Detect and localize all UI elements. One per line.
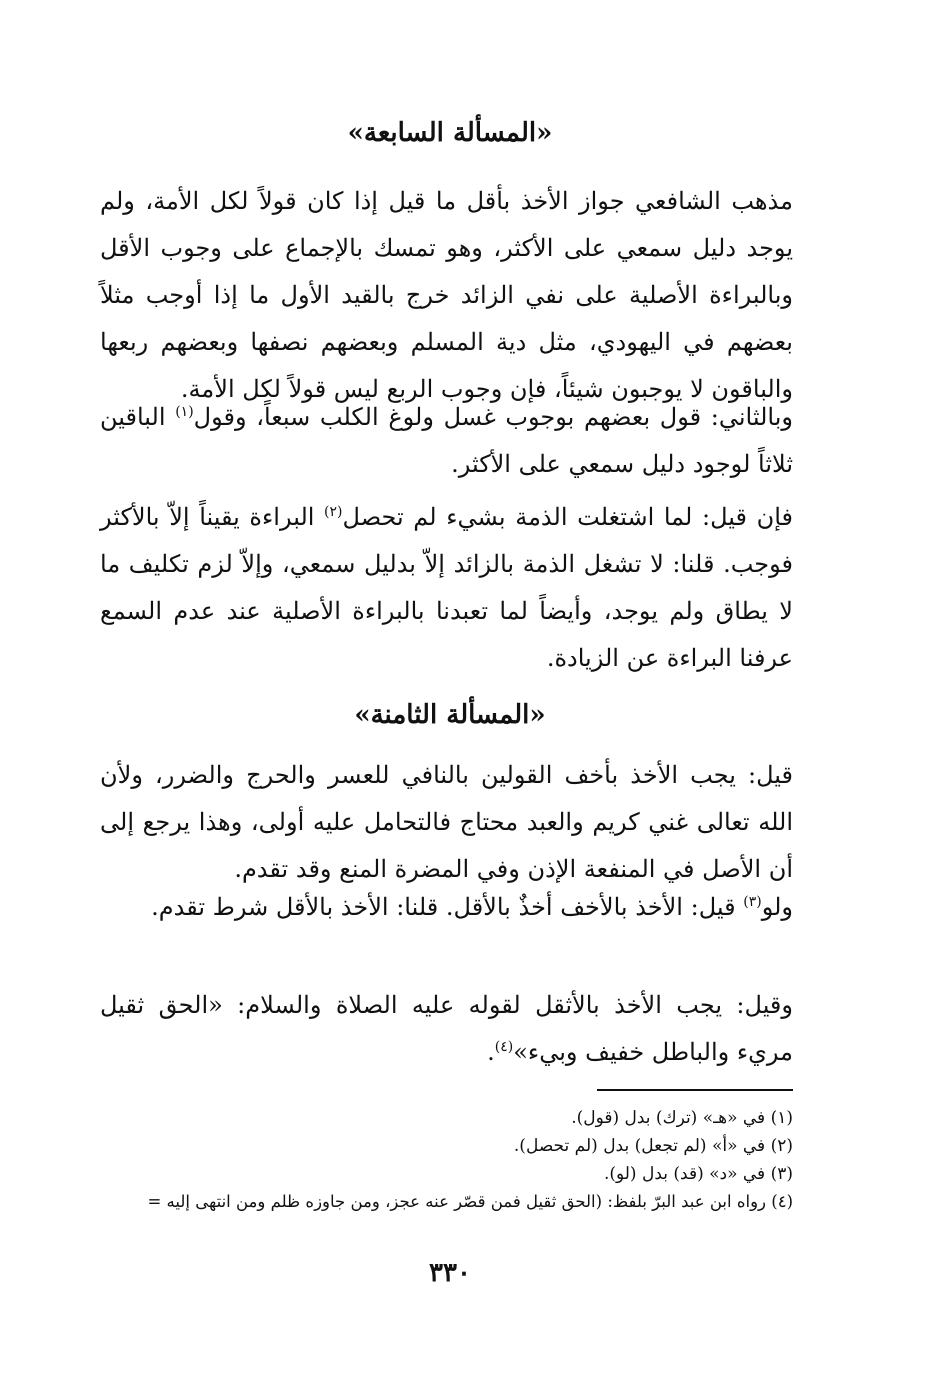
- paragraph: [100, 394, 793, 488]
- paragraph-text: قيل: الأخذ بالأخف أخذٌ بالأقل. قلنا: الأخذ بالأقل شرط تقدم.: [151, 893, 744, 921]
- footnote: (٤) رواه ابن عبد البرّ بلفظ: (الحق ثقيل فمن قصّر عنه عجز، ومن جاوزه ظلم ومن انتهى إليه =: [147, 1192, 793, 1211]
- footnote-ref: (٣): [743, 894, 762, 910]
- footnote-ref: (٤): [494, 1039, 514, 1055]
- paragraph-text: فإن قيل: لما اشتغلت الذمة بشيء لم تحصل: [342, 503, 793, 531]
- footnote: (٢) في «أ» (لم تجعل) بدل (لم تحصل).: [513, 1136, 793, 1156]
- page-number: ٣٣٠: [429, 1258, 471, 1288]
- paragraph: [100, 884, 793, 931]
- paragraph-text: الباقين ثلاثاً لوجود دليل سمعي على الأكثر.: [100, 403, 793, 478]
- paragraph-text: وبالثاني: قول بعضهم بوجوب غسل ولوغ الكلب سبعاً، وقول: [193, 403, 793, 431]
- paragraph: [100, 494, 793, 682]
- paragraph-text: مذهب الشافعي جواز الأخذ بأقل ما قيل إذا كان قولاً لكل الأمة، ولم يوجد دليل سمعي على الأكثر، وهو تمسك بالإجماع على وجوب الأقل وبالبراءة الأصلية على نفي الزائد خرج بالقيد الأول ما إذا أوجب مثلاً بعضهم في اليهودي، مثل دية المسلم وبعضهم نصفها وبعضهم ربعها والباقون لا يوجبون شيئاً، فإن وجوب الربع ليس قولاً لكل الأمة.: [100, 187, 793, 403]
- paragraph: [100, 982, 793, 1076]
- paragraph: [100, 752, 793, 893]
- paragraph-text: ولو: [761, 893, 793, 921]
- footnote-ref: (٢): [324, 504, 343, 520]
- footnote-separator: [597, 1089, 793, 1091]
- paragraph-text: البراءة يقيناً إلاّ بالأكثر فوجب. قلنا: لا تشغل الذمة بالزائد إلاّ بدليل سمعي، وإلاّ لزم تكليف ما لا يطاق ولم يوجد، وأيضاً لما تعبدنا بالبراءة الأصلية عند عدم السمع عرفنا البراءة عن الزيادة.: [100, 503, 793, 672]
- footnote: (٣) في «د» (قد) بدل (لو).: [603, 1164, 793, 1184]
- paragraph-text: .: [487, 1038, 495, 1066]
- footnote-ref: (١): [175, 404, 194, 420]
- section-heading-seventh: «المسألة السابعة»: [347, 118, 553, 148]
- section-heading-eighth: «المسألة الثامنة»: [354, 700, 546, 730]
- paragraph-text: قيل: يجب الأخذ بأخف القولين بالنافي للعسر والحرج والضرر، ولأن الله تعالى غني كريم والعبد محتاج فالتحامل عليه أولى، وهذا يرجع إلى أن الأصل في المنفعة الإذن وفي المضرة المنع وقد تقدم.: [100, 761, 793, 883]
- paragraph-text: وقيل: يجب الأخذ بالأثقل لقوله عليه الصلاة والسلام: «الحق ثقيل مريء والباطل خفيف وبيء»: [100, 991, 793, 1066]
- footnote: (١) في «هـ» (ترك) بدل (قول).: [571, 1108, 793, 1128]
- paragraph: [100, 178, 793, 413]
